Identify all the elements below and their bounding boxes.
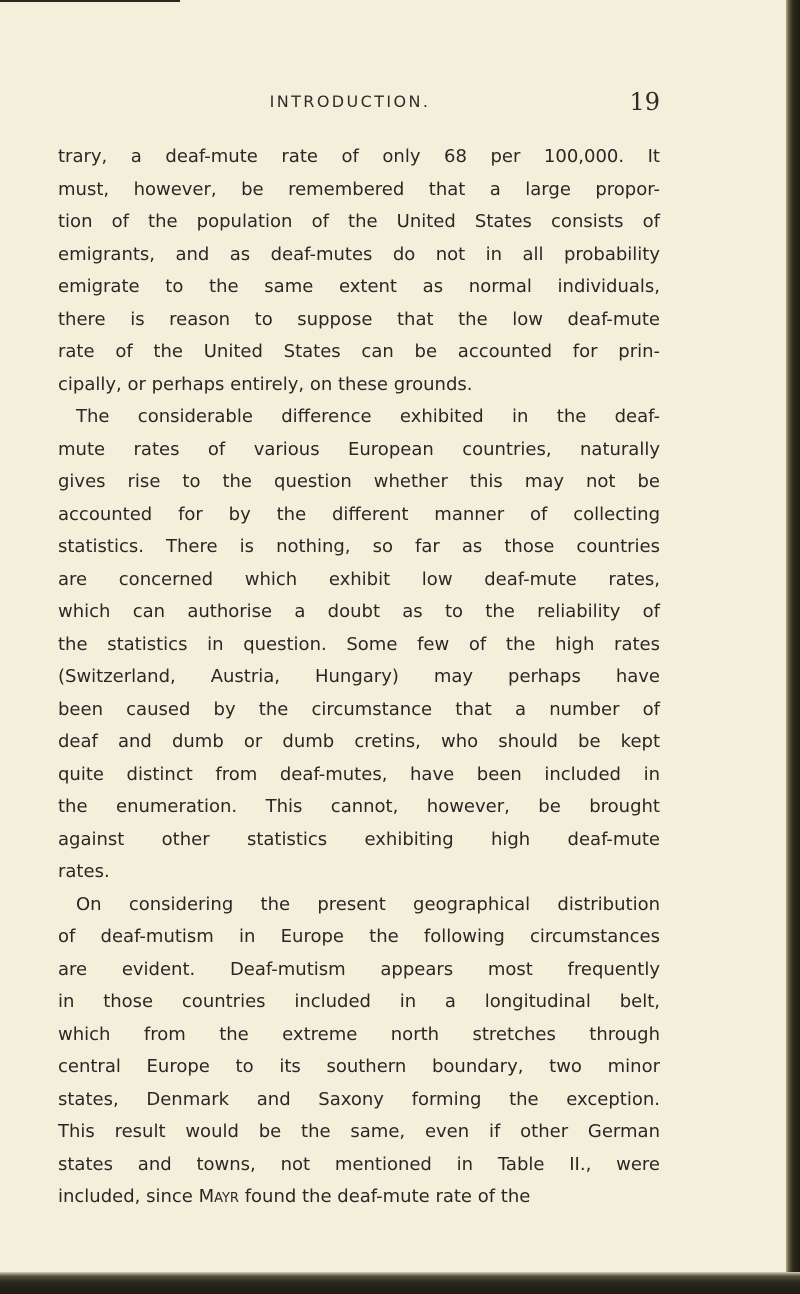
text-line: central Europe to its southern boundary, two minor <box>58 1056 660 1077</box>
text-line: deaf and dumb or dumb cretins, who should be kept <box>58 731 660 752</box>
text-line: the enumeration. This cannot, however, be brought <box>58 796 660 817</box>
text-fragment: included, since <box>58 1186 199 1207</box>
page-header <box>40 86 660 116</box>
page-bottom-edge <box>0 1272 800 1294</box>
text-line: cipally, or perhaps entirely, on these grounds. <box>58 373 473 395</box>
text-line: gives rise to the question whether this may not be <box>58 471 660 492</box>
text-line: of deaf-mutism in Europe the following circumstances <box>58 926 660 947</box>
book-spine-edge <box>786 0 800 1294</box>
text-line: the statistics in question. Some few of the high rates <box>58 633 660 655</box>
text-line: are concerned which exhibit low deaf-mute rates, <box>58 568 660 590</box>
author-name: Mayr <box>198 1186 239 1207</box>
text-line: accounted for by the different manner of collecting <box>58 503 660 525</box>
text-line: which from the extreme north stretches through <box>58 1023 660 1045</box>
text-line: against other statistics exhibiting high deaf-mute <box>58 828 660 850</box>
text-line: quite distinct from deaf-mutes, have been included in <box>58 763 660 785</box>
text-line: trary, a deaf-mute rate of only 68 per 100,000. It <box>58 146 660 167</box>
text-line: emigrate to the same extent as normal individuals, <box>58 276 660 297</box>
top-edge-rule <box>0 0 180 2</box>
text-line: which can authorise a doubt as to the reliability of <box>58 601 660 622</box>
text-line: in those countries included in a longitudinal belt, <box>58 991 660 1012</box>
text-line: statistics. There is nothing, so far as those countries <box>58 536 660 557</box>
text-line: The considerable difference exhibited in the deaf- <box>76 406 660 427</box>
text-line: mute rates of various European countries, naturally <box>58 438 660 460</box>
text-fragment: found the deaf-mute rate of the <box>238 1186 531 1207</box>
page-number: 19 <box>629 88 660 116</box>
text-line: rates. <box>58 861 110 882</box>
text-line: are evident. Deaf-mutism appears most frequently <box>58 958 660 980</box>
body-text <box>58 141 660 1214</box>
text-line: This result would be the same, even if other German <box>58 1121 660 1142</box>
text-line: must, however, be remembered that a large propor- <box>58 178 660 200</box>
text-line: (Switzerland, Austria, Hungary) may perhaps have <box>58 666 660 687</box>
text-line: states and towns, not mentioned in Table II., were <box>58 1153 660 1175</box>
text-line: tion of the population of the United States consists of <box>58 211 660 232</box>
text-line: rate of the United States can be accounted for prin- <box>58 341 660 362</box>
text-line: states, Denmark and Saxony forming the exception. <box>58 1088 660 1110</box>
text-line: there is reason to suppose that the low deaf-mute <box>58 308 660 330</box>
text-line: been caused by the circumstance that a number of <box>58 698 660 720</box>
running-head: INTRODUCTION. <box>269 92 431 111</box>
text-line: On considering the present geographical distribution <box>76 893 660 915</box>
text-line-last <box>58 1181 660 1214</box>
text-line: emigrants, and as deaf-mutes do not in all probability <box>58 243 660 265</box>
